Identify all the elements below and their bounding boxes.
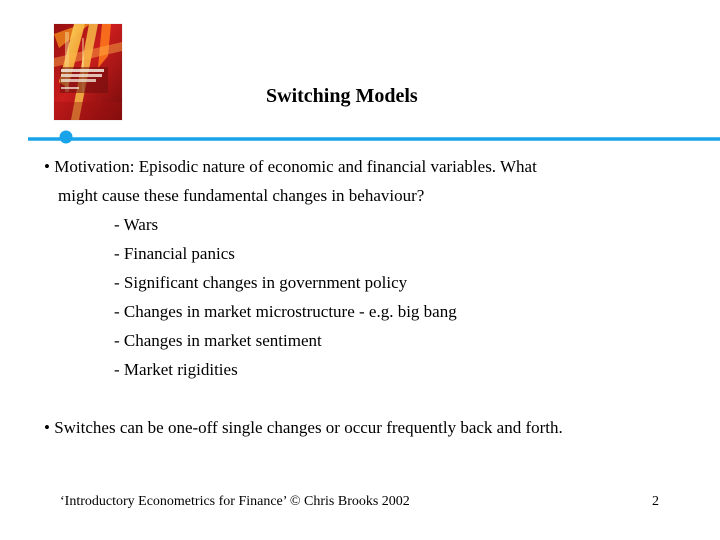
bullet-motivation-line-1: • Motivation: Episodic nature of economic and financial variables. What — [44, 157, 537, 176]
subitem-wars: - Wars — [114, 215, 159, 234]
bullet-switches: • Switches can be one-off single changes or occur frequently back and forth. — [44, 418, 563, 437]
subitem-government-policy: - Significant changes in government policy — [114, 273, 408, 292]
subitem-financial-panics: - Financial panics — [114, 244, 235, 263]
subitem-market-sentiment: - Changes in market sentiment — [114, 331, 322, 350]
bullet-motivation-line-2: might cause these fundamental changes in behaviour? — [58, 186, 425, 205]
subitem-market-rigidities: - Market rigidities — [114, 360, 238, 379]
title-divider — [28, 128, 720, 148]
page-number: 2 — [652, 494, 659, 509]
slide-content — [44, 152, 684, 442]
content-spacer — [44, 384, 684, 413]
footer-citation: ‘Introductory Econometrics for Finance’ © Chris Brooks 2002 — [60, 494, 410, 509]
book-cover-image — [54, 24, 122, 120]
subitem-market-microstructure: - Changes in market microstructure - e.g. big bang — [114, 302, 457, 321]
slide-title: Switching Models — [266, 85, 418, 107]
